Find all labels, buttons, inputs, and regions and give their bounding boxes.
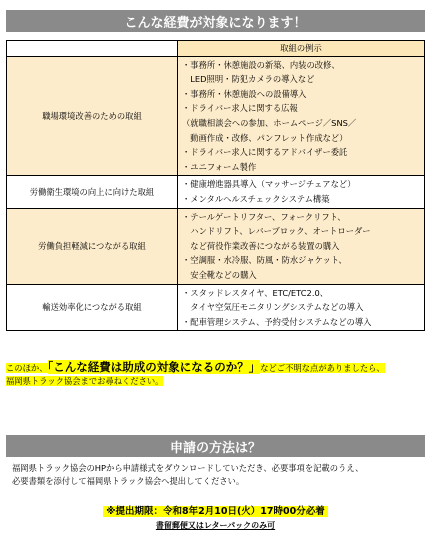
list-item: （就職相談会への参加、ホームページ／SNS／ bbox=[182, 117, 357, 128]
notice-contact: 福岡県トラック協会までお尋ねください。 bbox=[6, 376, 164, 386]
banner-title: 申請の方法は？ bbox=[169, 440, 261, 456]
row-items bbox=[178, 208, 425, 284]
row-category: 輸送効率化につながる取組 bbox=[7, 284, 178, 331]
examples-table bbox=[6, 40, 425, 331]
row-category: 労働衛生環境の向上に向けた取組 bbox=[7, 176, 178, 208]
table-header-row bbox=[7, 41, 425, 57]
banner-title: こんな経費が対象になります！ bbox=[124, 15, 307, 31]
notice-suffix: などご不明な点がありましたら、 bbox=[260, 363, 385, 373]
list-item: ・テールゲートリフター、フォークリフト、 bbox=[182, 211, 346, 222]
list-item: ・健康増進器具導入（マッサージチェアなど） bbox=[182, 179, 356, 190]
table-row bbox=[7, 284, 425, 331]
list-item: など荷役作業改善につながる装置の購入 bbox=[182, 240, 340, 251]
list-item: ・事務所・休憩施設の新築、内装の改修、 bbox=[182, 59, 340, 70]
list-item: タイヤ空気圧モニタリングシステムなどの導入 bbox=[182, 302, 364, 313]
mail-method-note: 書留郵便又はレターパックのみ可 bbox=[155, 521, 276, 530]
notice-line-1 bbox=[6, 361, 425, 375]
list-item: ハンドリフト、レバーブロック、オートローダー bbox=[182, 226, 371, 237]
table-row bbox=[7, 176, 425, 208]
list-item: ・メンタルヘルスチェックシステム構築 bbox=[182, 193, 330, 204]
notice-prefix: このほか、 bbox=[6, 363, 48, 373]
application-instructions bbox=[12, 462, 422, 488]
list-item: 動画作成・改修、パンフレット作成など） bbox=[182, 132, 348, 143]
table-row bbox=[7, 208, 425, 284]
inquiry-notice bbox=[6, 361, 425, 388]
list-item: LED照明・防犯カメラの導入など bbox=[182, 74, 315, 85]
instruction-line: 福岡県トラック協会のHPから申請様式をダウンロードしていただき、必要事項を記載のうえ、 bbox=[12, 463, 364, 473]
list-item: 安全靴などの購入 bbox=[182, 269, 257, 280]
row-items bbox=[178, 284, 425, 331]
list-item: ・配車管理システム、予約受付システムなどの導入 bbox=[182, 316, 372, 327]
table-header-label: 取組の例示 bbox=[178, 41, 425, 57]
section-banner-eligible-expenses bbox=[6, 10, 425, 32]
list-item: ・ユニフォーム製作 bbox=[182, 161, 257, 172]
notice-emphasis: 「こんな経費は助成の対象になるのか？」 bbox=[47, 360, 261, 374]
list-item: ・ドライバー求人に関する広報 bbox=[182, 103, 298, 114]
table-row bbox=[7, 56, 425, 176]
table-header-blank bbox=[7, 41, 178, 57]
row-category: 職場環境改善のための取組 bbox=[7, 56, 178, 176]
submission-deadline bbox=[0, 503, 431, 517]
list-item: ・空調服・水冷服、防風・防水ジャケット、 bbox=[182, 255, 347, 266]
instruction-line: 必要書類を添付して福岡県トラック協会へ提出してください。 bbox=[12, 476, 245, 486]
row-items bbox=[178, 56, 425, 176]
notice-line-2 bbox=[6, 375, 425, 388]
list-item: ・事務所・休憩施設への設備導入 bbox=[182, 88, 307, 99]
row-category: 労働負担軽減につながる取組 bbox=[7, 208, 178, 284]
deadline-text: ※提出期限：令和8年2月10日(火）17時00分必着 bbox=[103, 506, 327, 517]
list-item: ・ドライバー求人に関するアドバイザー委託 bbox=[182, 147, 348, 158]
section-banner-how-to-apply bbox=[6, 435, 425, 457]
row-items bbox=[178, 176, 425, 208]
list-item: ・スタッドレスタイヤ、ETC/ETC2.0、 bbox=[182, 287, 329, 298]
